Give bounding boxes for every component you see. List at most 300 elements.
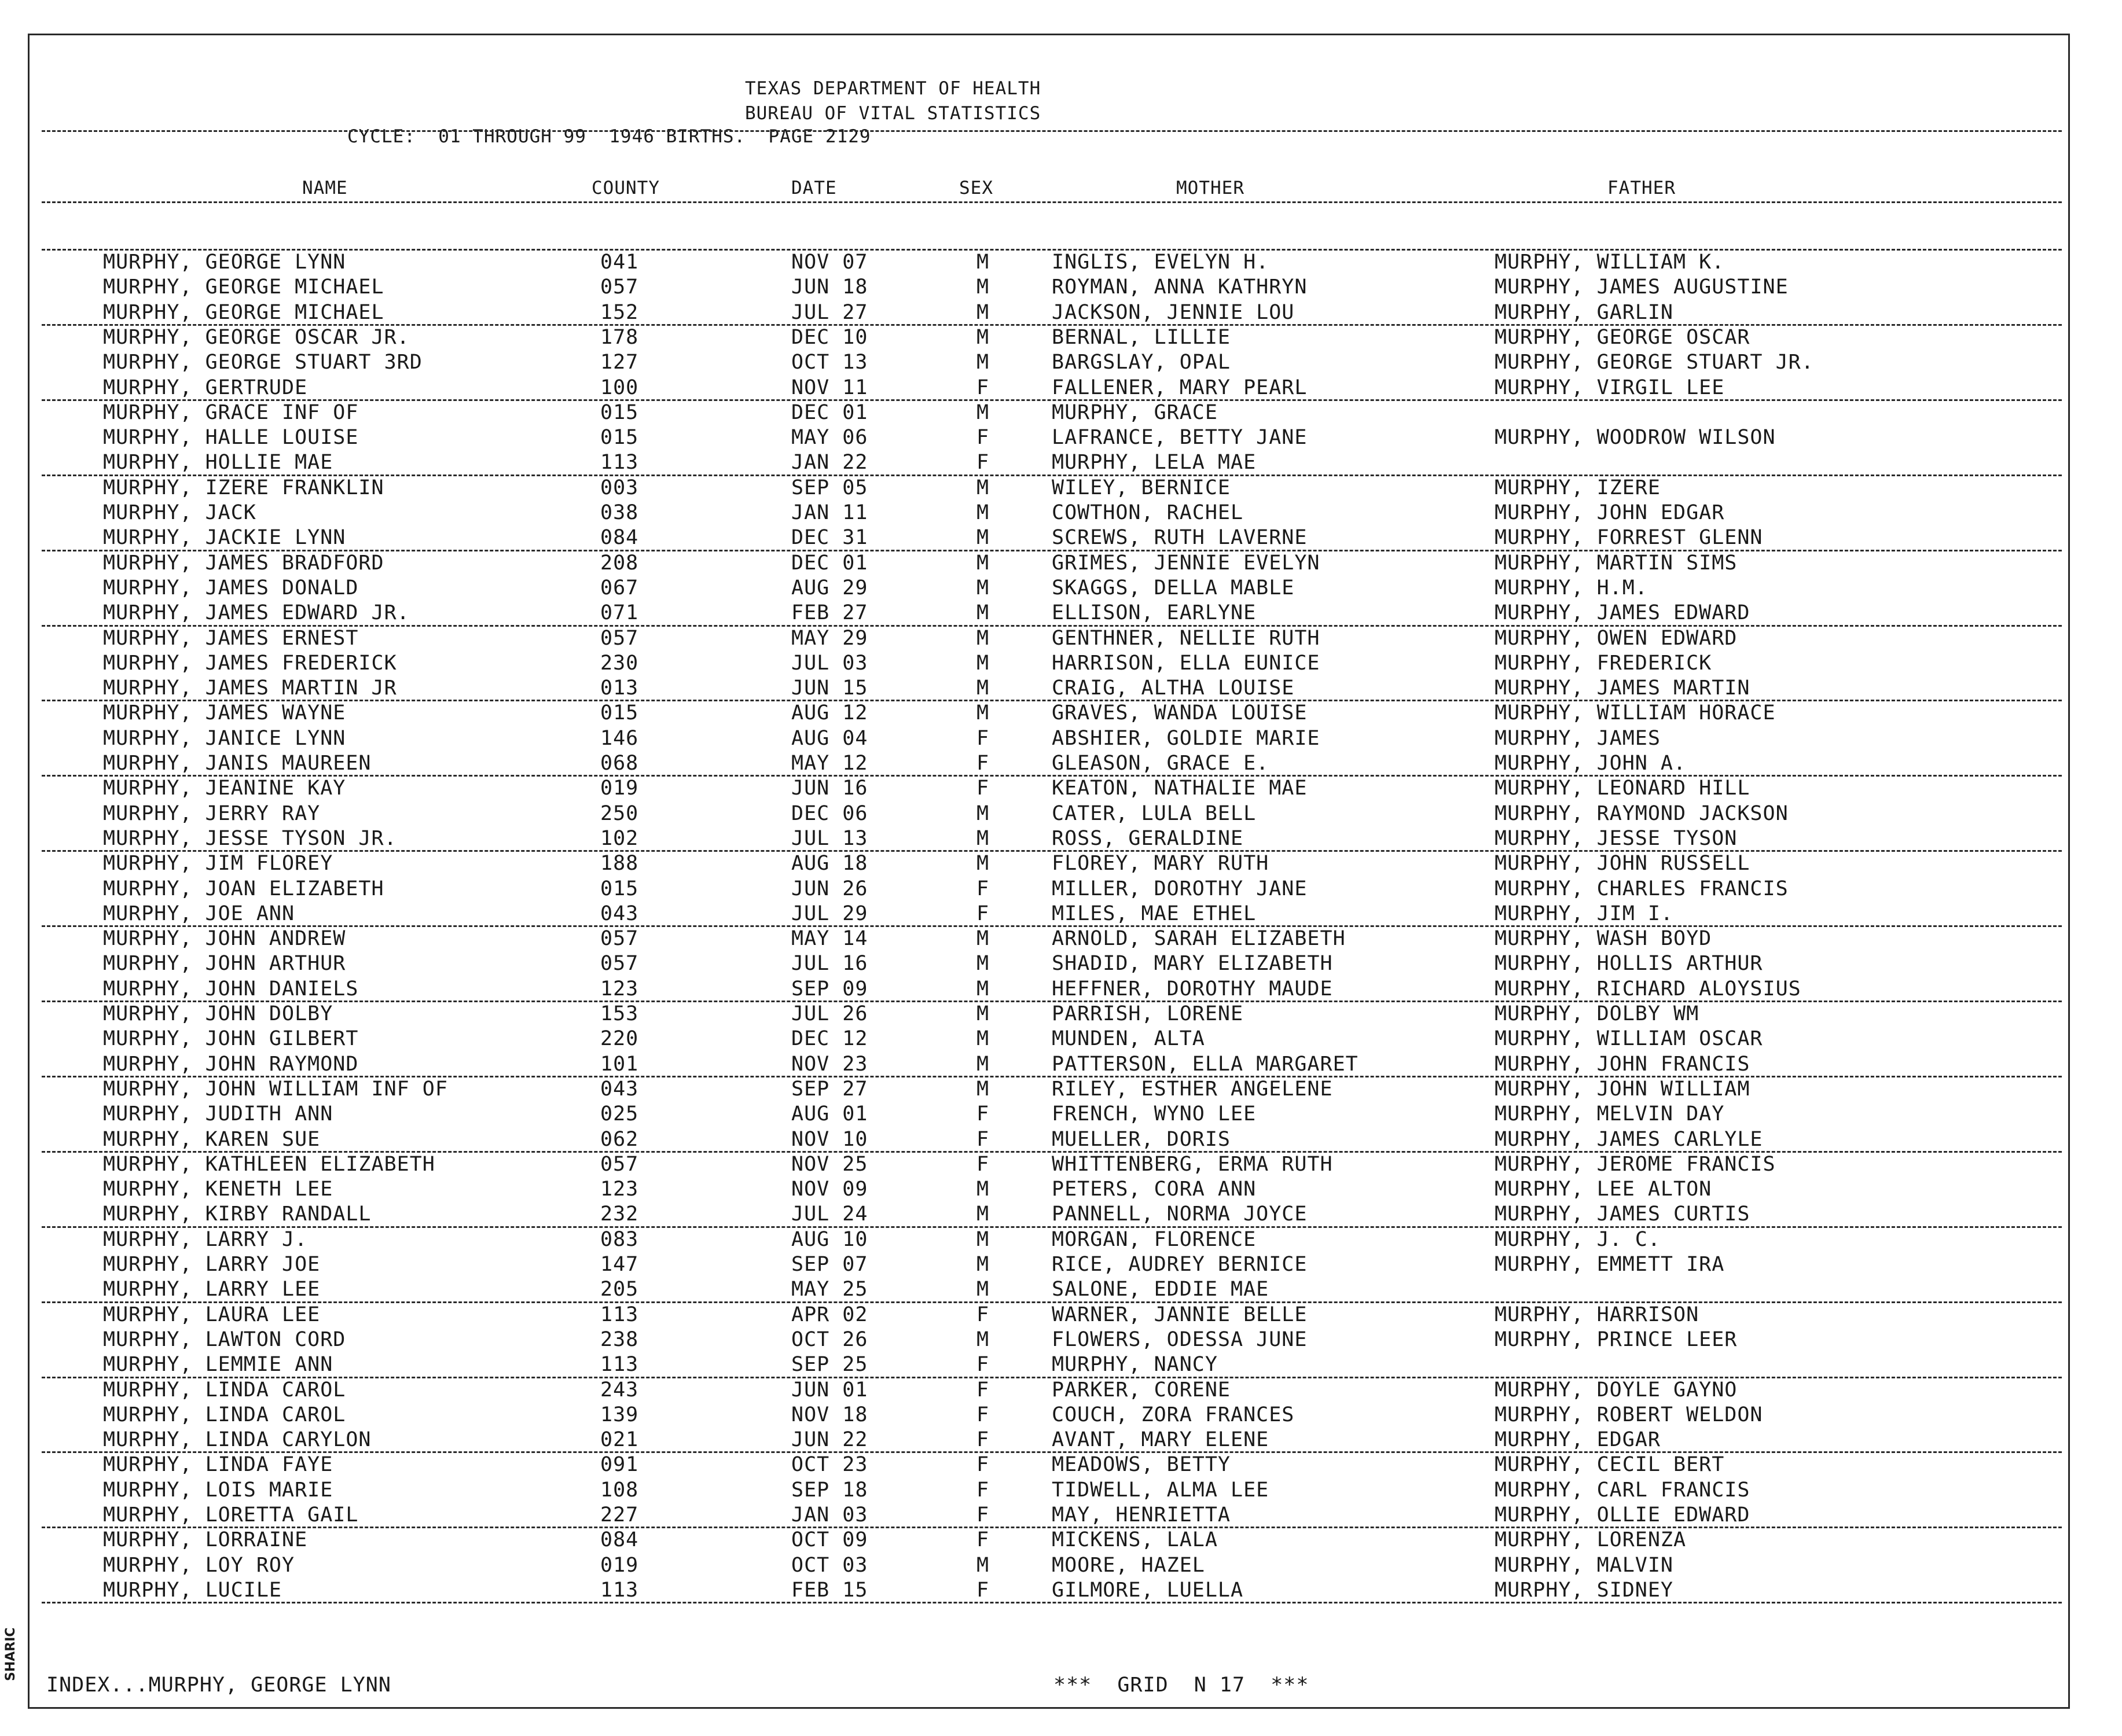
cell-mother: PATTERSON, ELLA MARGARET <box>1052 1052 1359 1076</box>
cell-mother: GENTHNER, NELLIE RUTH <box>1052 626 1320 650</box>
cell-mother: SALONE, EDDIE MAE <box>1052 1278 1269 1301</box>
cell-mother: SKAGGS, DELLA MABLE <box>1052 576 1295 599</box>
cell-mother: ROYMAN, ANNA KATHRYN <box>1052 275 1308 299</box>
table-row <box>0 450 2122 475</box>
cell-name: MURPHY, LARRY JOE <box>103 1253 321 1276</box>
cell-mother: FRENCH, WYNO LEE <box>1052 1102 1257 1126</box>
cell-father: MURPHY, GEORGE OSCAR <box>1495 325 1750 349</box>
cell-father: MURPHY, JAMES AUGUSTINE <box>1495 275 1789 299</box>
cell-sex: F <box>976 1478 990 1502</box>
cell-name: MURPHY, JOHN DANIELS <box>103 977 359 1001</box>
cell-mother: MEADOWS, BETTY <box>1052 1453 1231 1477</box>
cell-county: 015 <box>600 701 639 725</box>
cell-father: MURPHY, EDGAR <box>1495 1428 1661 1452</box>
cell-date: SEP 18 <box>791 1478 868 1502</box>
cell-mother: MICKENS, LALA <box>1052 1528 1218 1552</box>
cell-date: DEC 01 <box>791 400 868 424</box>
cell-county: 113 <box>600 1353 639 1377</box>
cell-county: 178 <box>600 325 639 349</box>
cell-date: OCT 13 <box>791 351 868 374</box>
table-row <box>0 1503 2122 1528</box>
table-row <box>0 1403 2122 1428</box>
cell-name: MURPHY, LOY ROY <box>103 1553 295 1577</box>
table-row <box>0 776 2122 801</box>
cell-date: AUG 01 <box>791 1102 868 1126</box>
cell-name: MURPHY, JOHN WILLIAM INF OF <box>103 1077 448 1101</box>
cell-name: MURPHY, LAWTON CORD <box>103 1327 346 1351</box>
cell-father: MURPHY, ROBERT WELDON <box>1495 1403 1763 1426</box>
cell-county: 068 <box>600 752 639 775</box>
cell-sex: M <box>976 300 990 324</box>
cell-name: MURPHY, JOHN ARTHUR <box>103 952 346 976</box>
cell-date: MAY 14 <box>791 927 868 951</box>
cell-mother: ELLISON, EARLYNE <box>1052 601 1257 625</box>
cell-county: 057 <box>600 1152 639 1176</box>
cell-date: DEC 10 <box>791 325 868 349</box>
cell-father: MURPHY, SIDNEY <box>1495 1578 1674 1602</box>
cell-sex: F <box>976 376 990 399</box>
footer-grid: *** GRID N 17 *** <box>1053 1674 1309 1697</box>
cell-sex: M <box>976 1027 990 1051</box>
cell-county: 127 <box>600 351 639 374</box>
cell-date: MAY 29 <box>791 626 868 650</box>
bureau-title: BUREAU OF VITAL STATISTICS <box>745 103 1041 124</box>
cell-date: NOV 25 <box>791 1152 868 1176</box>
cell-sex: F <box>976 902 990 925</box>
cell-father: MURPHY, J. C. <box>1495 1227 1661 1251</box>
cell-county: 019 <box>600 1553 639 1577</box>
cell-mother: PANNELL, NORMA JOYCE <box>1052 1202 1308 1226</box>
cell-name: MURPHY, LORRAINE <box>103 1528 308 1552</box>
cell-county: 015 <box>600 877 639 900</box>
cell-county: 147 <box>600 1253 639 1276</box>
cell-sex: F <box>976 1503 990 1527</box>
cell-sex: M <box>976 852 990 876</box>
table-row <box>0 1177 2122 1202</box>
table-row <box>0 1528 2122 1553</box>
cell-mother: TIDWELL, ALMA LEE <box>1052 1478 1269 1502</box>
cell-name: MURPHY, HALLE LOUISE <box>103 426 359 450</box>
table-row <box>0 1578 2122 1603</box>
cell-name: MURPHY, JAMES BRADFORD <box>103 551 384 575</box>
cell-sex: F <box>976 1428 990 1452</box>
cell-father: MURPHY, DOLBY WM <box>1495 1002 1699 1025</box>
cell-sex: M <box>976 526 990 550</box>
cell-father: MURPHY, WOODROW WILSON <box>1495 426 1776 450</box>
column-header-name: NAME <box>302 178 348 198</box>
cell-name: MURPHY, LEMMIE ANN <box>103 1353 333 1377</box>
cell-date: OCT 23 <box>791 1453 868 1477</box>
cell-sex: M <box>976 1278 990 1301</box>
cell-mother: BARGSLAY, OPAL <box>1052 351 1231 374</box>
cell-father: MURPHY, JOHN RUSSELL <box>1495 852 1750 876</box>
cell-date: JUL 13 <box>791 826 868 850</box>
cell-county: 146 <box>600 726 639 750</box>
cell-date: AUG 10 <box>791 1227 868 1251</box>
cell-date: JAN 11 <box>791 501 868 524</box>
cell-county: 250 <box>600 801 639 825</box>
cell-father: MURPHY, JEROME FRANCIS <box>1495 1152 1776 1176</box>
cell-father: MURPHY, FREDERICK <box>1495 651 1712 675</box>
table-row <box>0 1227 2122 1252</box>
cell-sex: M <box>976 801 990 825</box>
cell-sex: F <box>976 1578 990 1602</box>
cell-sex: M <box>976 1553 990 1577</box>
table-row <box>0 951 2122 976</box>
cell-name: MURPHY, LINDA FAYE <box>103 1453 333 1477</box>
cell-father: MURPHY, JOHN WILLIAM <box>1495 1077 1750 1101</box>
cell-county: 113 <box>600 1578 639 1602</box>
cell-father: MURPHY, MARTIN SIMS <box>1495 551 1738 575</box>
cell-name: MURPHY, GEORGE STUART 3RD <box>103 351 423 374</box>
cell-mother: LAFRANCE, BETTY JANE <box>1052 426 1308 450</box>
cell-mother: JACKSON, JENNIE LOU <box>1052 300 1295 324</box>
cell-father: MURPHY, LORENZA <box>1495 1528 1687 1552</box>
cell-date: NOV 10 <box>791 1127 868 1151</box>
cell-mother: MUELLER, DORIS <box>1052 1127 1231 1151</box>
table-row <box>0 576 2122 601</box>
cell-date: JUN 16 <box>791 777 868 800</box>
cell-sex: M <box>976 626 990 650</box>
cell-date: NOV 09 <box>791 1178 868 1201</box>
cell-sex: F <box>976 1353 990 1377</box>
cell-name: MURPHY, JESSE TYSON JR. <box>103 826 397 850</box>
cell-county: 043 <box>600 1077 639 1101</box>
table-row <box>0 1102 2122 1127</box>
cell-mother: GRAVES, WANDA LOUISE <box>1052 701 1308 725</box>
table-row <box>0 476 2122 501</box>
cell-date: APR 02 <box>791 1303 868 1326</box>
cell-father: MURPHY, WASH BOYD <box>1495 927 1712 951</box>
cell-sex: M <box>976 1327 990 1351</box>
cell-date: JUN 15 <box>791 676 868 700</box>
cell-name: MURPHY, JOHN DOLBY <box>103 1002 333 1025</box>
cell-name: MURPHY, JERRY RAY <box>103 801 321 825</box>
cell-mother: PETERS, CORA ANN <box>1052 1178 1257 1201</box>
table-row <box>0 1352 2122 1377</box>
table-row <box>0 676 2122 701</box>
cell-mother: MILLER, DOROTHY JANE <box>1052 877 1308 900</box>
cell-county: 025 <box>600 1102 639 1126</box>
cell-county: 113 <box>600 1303 639 1326</box>
cell-name: MURPHY, LINDA CAROL <box>103 1378 346 1402</box>
cell-county: 015 <box>600 400 639 424</box>
cell-county: 003 <box>600 476 639 499</box>
cell-mother: MAY, HENRIETTA <box>1052 1503 1231 1527</box>
table-row <box>0 1027 2122 1051</box>
table-row <box>0 801 2122 826</box>
cell-father: MURPHY, DOYLE GAYNO <box>1495 1378 1738 1402</box>
cell-date: JUL 29 <box>791 902 868 925</box>
cell-date: JUN 18 <box>791 275 868 299</box>
cell-date: SEP 05 <box>791 476 868 499</box>
cell-mother: BERNAL, LILLIE <box>1052 325 1231 349</box>
footer-index: INDEX...MURPHY, GEORGE LYNN <box>46 1674 391 1697</box>
table-row <box>0 376 2122 400</box>
cell-father: MURPHY, OWEN EDWARD <box>1495 626 1738 650</box>
cell-name: MURPHY, KIRBY RANDALL <box>103 1202 372 1226</box>
cell-sex: M <box>976 651 990 675</box>
cell-name: MURPHY, JAMES WAYNE <box>103 701 346 725</box>
cell-mother: SCREWS, RUTH LAVERNE <box>1052 526 1308 550</box>
cell-name: MURPHY, GEORGE MICHAEL <box>103 300 384 324</box>
cell-date: DEC 12 <box>791 1027 868 1051</box>
cell-name: MURPHY, JOHN GILBERT <box>103 1027 359 1051</box>
cell-name: MURPHY, KENETH LEE <box>103 1178 333 1201</box>
cell-name: MURPHY, JOAN ELIZABETH <box>103 877 384 900</box>
cell-sex: F <box>976 877 990 900</box>
table-row <box>0 325 2122 350</box>
table-row <box>0 1378 2122 1403</box>
cell-mother: GILMORE, LUELLA <box>1052 1578 1244 1602</box>
cell-sex: F <box>976 777 990 800</box>
column-header-county: COUNTY <box>592 178 660 198</box>
cell-date: JUL 24 <box>791 1202 868 1226</box>
table-row <box>0 1327 2122 1352</box>
table-row <box>0 926 2122 951</box>
table-row <box>0 726 2122 751</box>
table-row <box>0 250 2122 275</box>
cell-father: MURPHY, JAMES EDWARD <box>1495 601 1750 625</box>
cell-date: MAY 12 <box>791 752 868 775</box>
cell-sex: M <box>976 251 990 274</box>
cell-county: 108 <box>600 1478 639 1502</box>
cell-county: 188 <box>600 852 639 876</box>
cell-father: MURPHY, WILLIAM K. <box>1495 251 1725 274</box>
cell-name: MURPHY, JIM FLOREY <box>103 852 333 876</box>
cell-sex: F <box>976 426 990 450</box>
cell-father: MURPHY, JAMES CURTIS <box>1495 1202 1750 1226</box>
cell-date: MAY 06 <box>791 426 868 450</box>
cell-father: MURPHY, LEE ALTON <box>1495 1178 1712 1201</box>
cell-date: JUN 01 <box>791 1378 868 1402</box>
cell-name: MURPHY, LINDA CARYLON <box>103 1428 372 1452</box>
cell-mother: HARRISON, ELLA EUNICE <box>1052 651 1320 675</box>
cell-mother: INGLIS, EVELYN H. <box>1052 251 1269 274</box>
cell-county: 057 <box>600 952 639 976</box>
cell-sex: M <box>976 927 990 951</box>
table-row <box>0 1077 2122 1102</box>
cell-county: 123 <box>600 1178 639 1201</box>
cell-date: AUG 29 <box>791 576 868 599</box>
cell-name: MURPHY, JANICE LYNN <box>103 726 346 750</box>
cell-father: MURPHY, RAYMOND JACKSON <box>1495 801 1789 825</box>
cell-father: MURPHY, JAMES <box>1495 726 1661 750</box>
table-row <box>0 877 2122 902</box>
cell-name: MURPHY, GERTRUDE <box>103 376 308 399</box>
cell-date: NOV 07 <box>791 251 868 274</box>
cell-county: 084 <box>600 1528 639 1552</box>
cell-county: 227 <box>600 1503 639 1527</box>
cell-sex: F <box>976 726 990 750</box>
table-row <box>0 400 2122 425</box>
cell-name: MURPHY, LARRY J. <box>103 1227 308 1251</box>
cell-name: MURPHY, LUCILE <box>103 1578 282 1602</box>
cell-sex: M <box>976 977 990 1001</box>
cell-name: MURPHY, JANIS MAUREEN <box>103 752 372 775</box>
cell-county: 038 <box>600 501 639 524</box>
table-row <box>0 601 2122 626</box>
cell-county: 015 <box>600 426 639 450</box>
cell-mother: MUNDEN, ALTA <box>1052 1027 1205 1051</box>
cell-father: MURPHY, HOLLIS ARTHUR <box>1495 952 1763 976</box>
table-row <box>0 350 2122 375</box>
cell-county: 208 <box>600 551 639 575</box>
cell-date: JUL 26 <box>791 1002 868 1025</box>
cell-father: MURPHY, GEORGE STUART JR. <box>1495 351 1814 374</box>
cell-name: MURPHY, JACK <box>103 501 256 524</box>
cell-mother: ROSS, GERALDINE <box>1052 826 1244 850</box>
cell-sex: M <box>976 1077 990 1101</box>
cell-name: MURPHY, HOLLIE MAE <box>103 451 333 475</box>
cell-father: MURPHY, FORREST GLENN <box>1495 526 1763 550</box>
cell-name: MURPHY, LORETTA GAIL <box>103 1503 359 1527</box>
cell-date: OCT 03 <box>791 1553 868 1577</box>
cell-county: 057 <box>600 927 639 951</box>
cell-father: MURPHY, WILLIAM OSCAR <box>1495 1027 1763 1051</box>
cell-mother: RILEY, ESTHER ANGELENE <box>1052 1077 1333 1101</box>
cell-county: 019 <box>600 777 639 800</box>
cell-name: MURPHY, JAMES DONALD <box>103 576 359 599</box>
cell-mother: RICE, AUDREY BERNICE <box>1052 1253 1308 1276</box>
cell-father: MURPHY, WILLIAM HORACE <box>1495 701 1776 725</box>
table-row <box>0 1277 2122 1302</box>
cell-date: FEB 15 <box>791 1578 868 1602</box>
cell-father: MURPHY, JAMES CARLYLE <box>1495 1127 1763 1151</box>
cell-mother: AVANT, MARY ELENE <box>1052 1428 1269 1452</box>
cell-father: MURPHY, JESSE TYSON <box>1495 826 1738 850</box>
cell-sex: M <box>976 1178 990 1201</box>
table-row <box>0 826 2122 851</box>
cell-county: 041 <box>600 251 639 274</box>
cell-sex: M <box>976 476 990 499</box>
cell-father: MURPHY, GARLIN <box>1495 300 1674 324</box>
cell-sex: F <box>976 1152 990 1176</box>
table-row <box>0 751 2122 776</box>
cell-name: MURPHY, JACKIE LYNN <box>103 526 346 550</box>
cell-county: 113 <box>600 451 639 475</box>
cell-date: MAY 25 <box>791 1278 868 1301</box>
cell-mother: CRAIG, ALTHA LOUISE <box>1052 676 1295 700</box>
cell-name: MURPHY, GEORGE MICHAEL <box>103 275 384 299</box>
cell-sex: M <box>976 1052 990 1076</box>
cell-sex: M <box>976 501 990 524</box>
cell-name: MURPHY, LOIS MARIE <box>103 1478 333 1502</box>
cell-sex: F <box>976 1453 990 1477</box>
cell-mother: MORGAN, FLORENCE <box>1052 1227 1257 1251</box>
cell-mother: MURPHY, GRACE <box>1052 400 1218 424</box>
cell-name: MURPHY, JUDITH ANN <box>103 1102 333 1126</box>
table-row <box>0 626 2122 651</box>
cell-date: JUL 16 <box>791 952 868 976</box>
cell-father: MURPHY, RICHARD ALOYSIUS <box>1495 977 1801 1001</box>
table-row <box>0 1428 2122 1452</box>
cell-name: MURPHY, JOHN RAYMOND <box>103 1052 359 1076</box>
table-row <box>0 1452 2122 1477</box>
cell-father: MURPHY, JOHN FRANCIS <box>1495 1052 1750 1076</box>
cell-name: MURPHY, LAURA LEE <box>103 1303 321 1326</box>
cell-sex: M <box>976 1202 990 1226</box>
cell-date: SEP 25 <box>791 1353 868 1377</box>
cell-name: MURPHY, LARRY LEE <box>103 1278 321 1301</box>
cell-county: 021 <box>600 1428 639 1452</box>
table-row <box>0 1252 2122 1277</box>
cell-sex: F <box>976 1403 990 1426</box>
cell-mother: SHADID, MARY ELIZABETH <box>1052 952 1333 976</box>
cell-date: AUG 12 <box>791 701 868 725</box>
column-header-sex: SEX <box>959 178 993 198</box>
table-row <box>0 1127 2122 1152</box>
cell-father: MURPHY, CARL FRANCIS <box>1495 1478 1750 1502</box>
table-row <box>0 300 2122 325</box>
cell-date: NOV 23 <box>791 1052 868 1076</box>
cell-county: 084 <box>600 526 639 550</box>
cell-father: MURPHY, VIRGIL LEE <box>1495 376 1725 399</box>
cell-sex: M <box>976 601 990 625</box>
cell-father: MURPHY, H.M. <box>1495 576 1648 599</box>
cell-county: 102 <box>600 826 639 850</box>
cell-county: 232 <box>600 1202 639 1226</box>
table-row <box>0 902 2122 926</box>
cell-county: 205 <box>600 1278 639 1301</box>
table-row <box>0 1303 2122 1327</box>
table-row <box>0 1002 2122 1027</box>
cell-name: MURPHY, JAMES EDWARD JR. <box>103 601 410 625</box>
table-row <box>0 1052 2122 1077</box>
cell-father: MURPHY, IZERE <box>1495 476 1661 499</box>
cell-mother: WHITTENBERG, ERMA RUTH <box>1052 1152 1333 1176</box>
cell-father: MURPHY, CHARLES FRANCIS <box>1495 877 1789 900</box>
cell-name: MURPHY, KATHLEEN ELIZABETH <box>103 1152 435 1176</box>
cell-father: MURPHY, JIM I. <box>1495 902 1674 925</box>
cell-father: MURPHY, OLLIE EDWARD <box>1495 1503 1750 1527</box>
column-header-father: FATHER <box>1607 178 1676 198</box>
cycle-line: CYCLE: 01 THROUGH 99 1946 BIRTHS. PAGE 2129 <box>347 126 871 147</box>
cell-county: 230 <box>600 651 639 675</box>
dashed-rule <box>42 201 2062 203</box>
cell-date: SEP 07 <box>791 1253 868 1276</box>
cell-father: MURPHY, JOHN EDGAR <box>1495 501 1725 524</box>
cell-county: 100 <box>600 376 639 399</box>
cell-county: 062 <box>600 1127 639 1151</box>
cell-father: MURPHY, EMMETT IRA <box>1495 1253 1725 1276</box>
cell-sex: M <box>976 275 990 299</box>
cell-date: AUG 04 <box>791 726 868 750</box>
table-row <box>0 275 2122 300</box>
table-row <box>0 1152 2122 1177</box>
cell-father: MURPHY, MALVIN <box>1495 1553 1674 1577</box>
cell-sex: M <box>976 676 990 700</box>
table-row <box>0 1478 2122 1503</box>
cell-date: JUL 03 <box>791 651 868 675</box>
cell-county: 083 <box>600 1227 639 1251</box>
cell-sex: M <box>976 1002 990 1025</box>
cell-sex: M <box>976 952 990 976</box>
cell-mother: MOORE, HAZEL <box>1052 1553 1205 1577</box>
cell-mother: WILEY, BERNICE <box>1052 476 1231 499</box>
table-row <box>0 977 2122 1002</box>
table-row <box>0 501 2122 525</box>
cell-sex: M <box>976 1227 990 1251</box>
cell-county: 139 <box>600 1403 639 1426</box>
cell-father: MURPHY, PRINCE LEER <box>1495 1327 1738 1351</box>
cell-mother: FLOWERS, ODESSA JUNE <box>1052 1327 1308 1351</box>
cell-county: 057 <box>600 626 639 650</box>
cell-date: JUN 26 <box>791 877 868 900</box>
cell-sex: M <box>976 701 990 725</box>
cell-sex: M <box>976 826 990 850</box>
cell-mother: WARNER, JANNIE BELLE <box>1052 1303 1308 1326</box>
